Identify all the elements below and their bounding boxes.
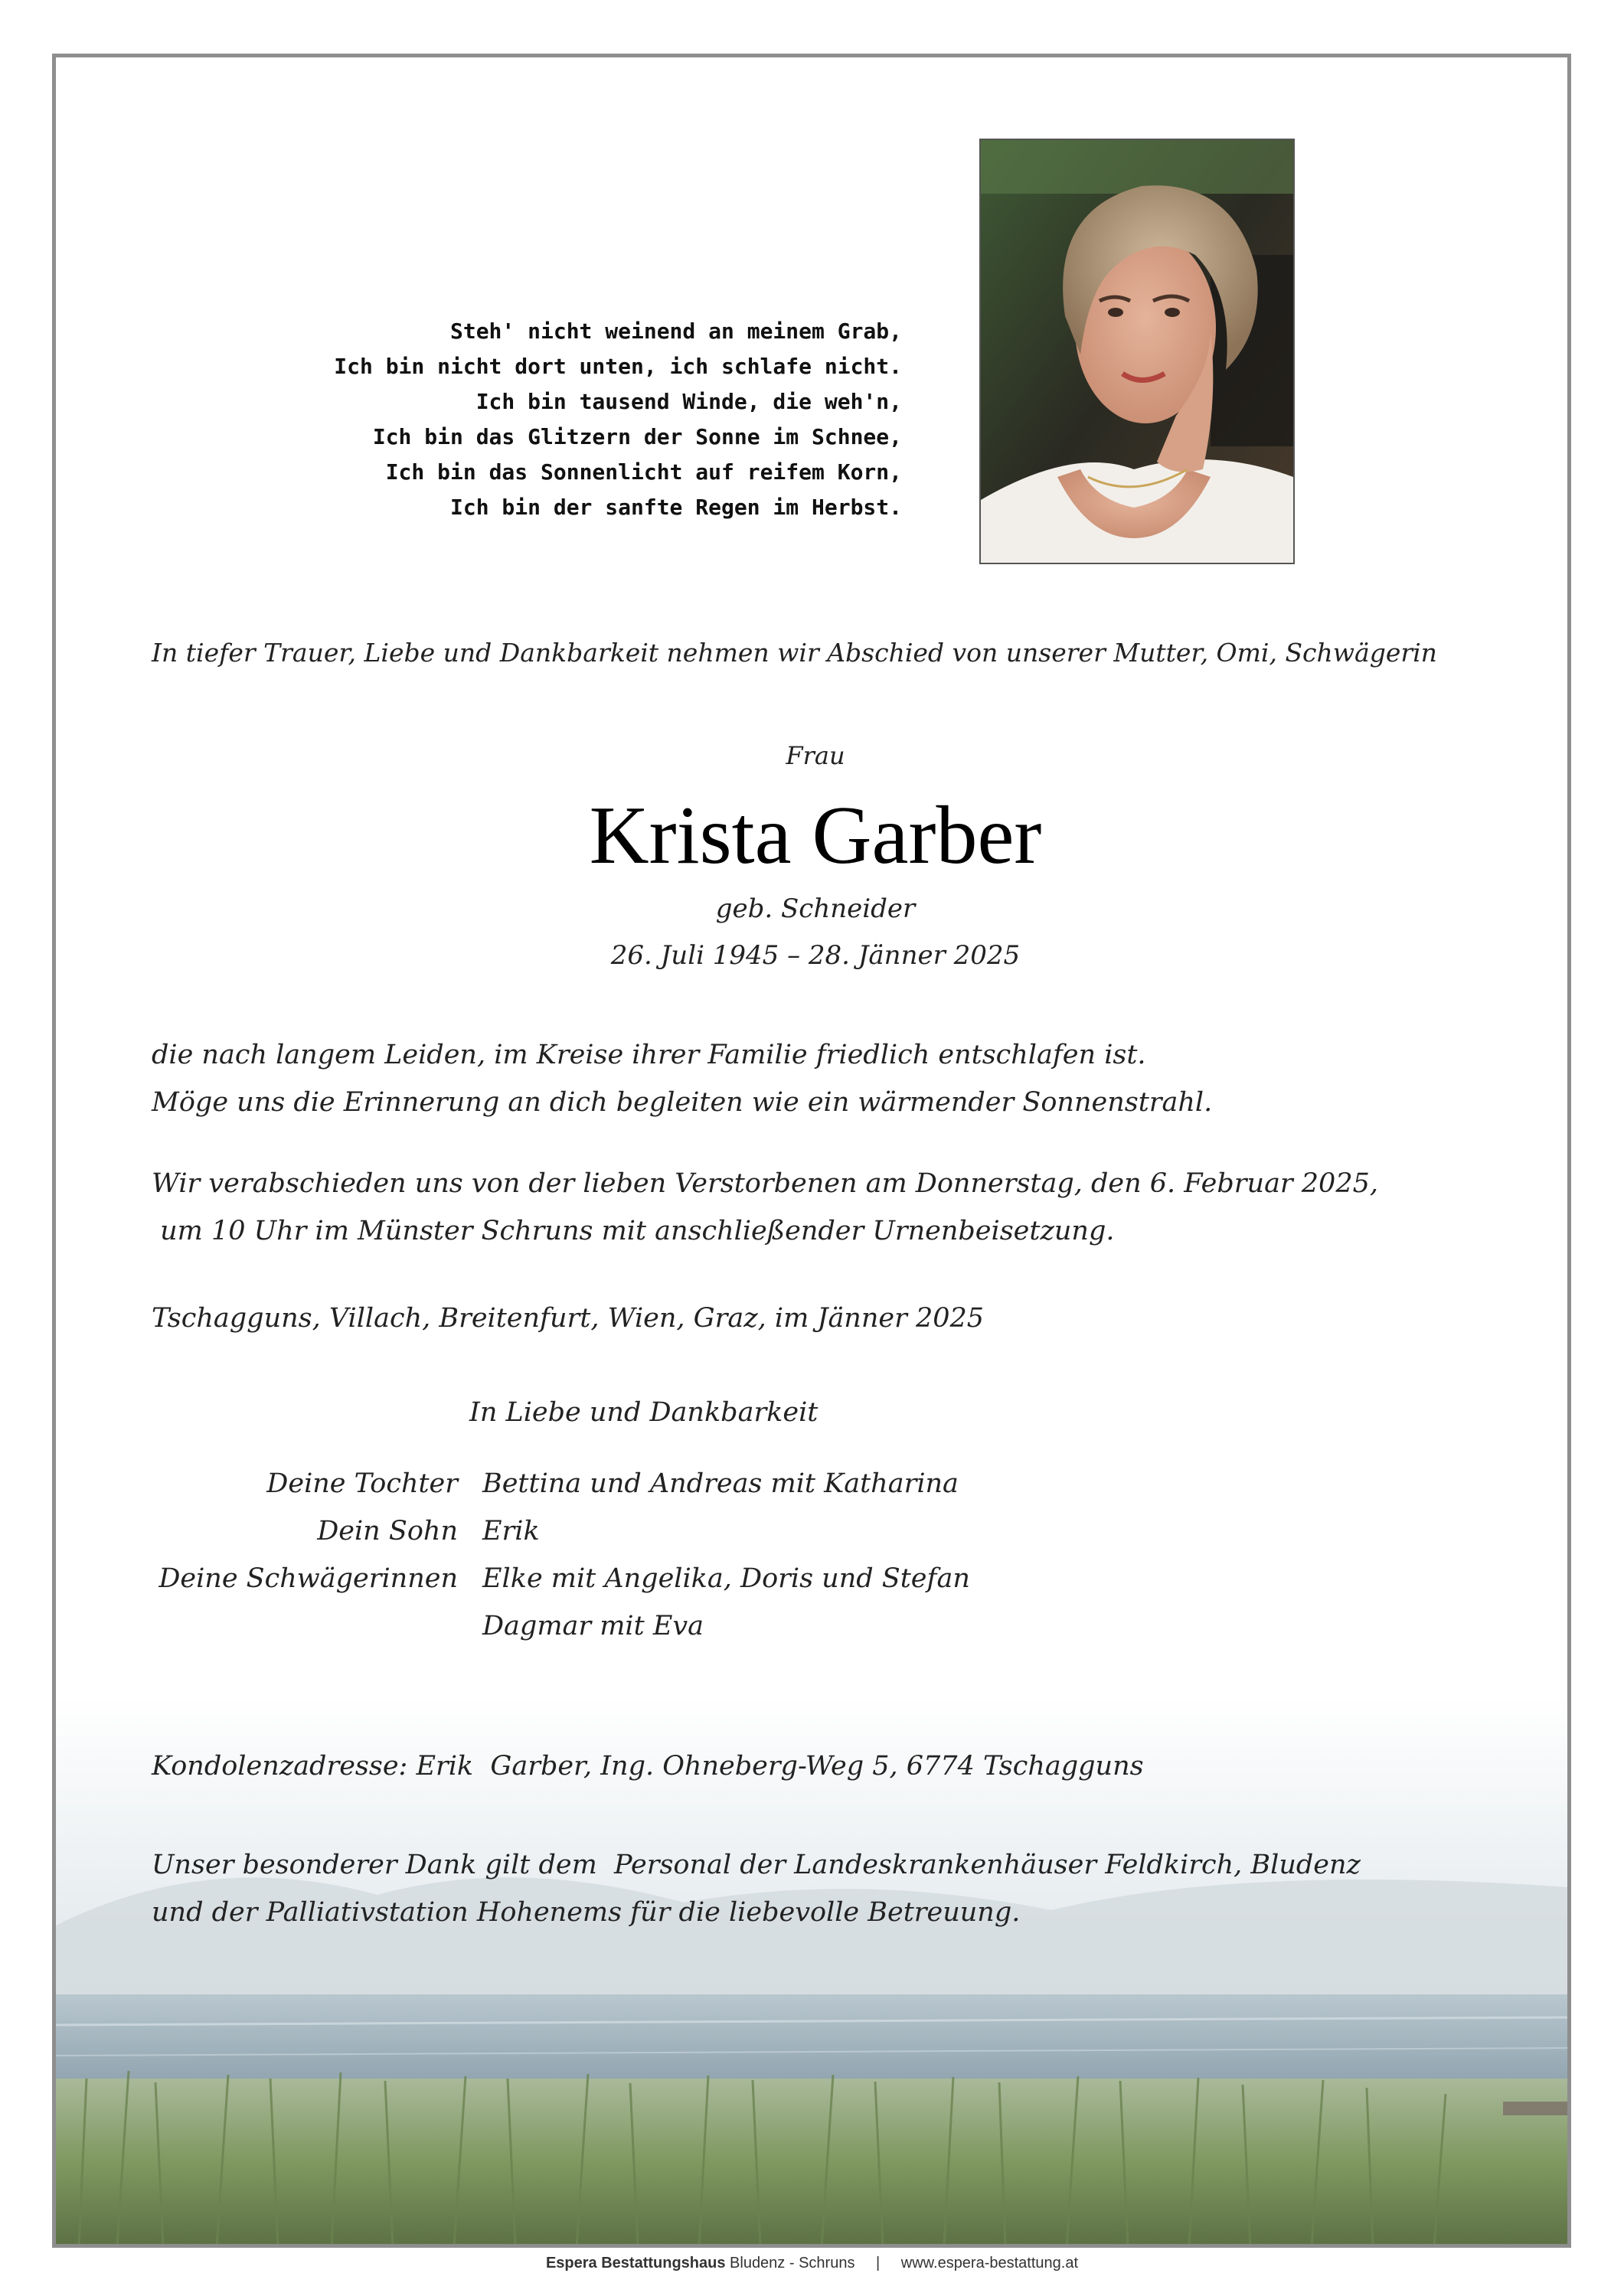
passing-paragraph [152, 1031, 1212, 1126]
paragraph-line: Möge uns die Erinnerung an dich begleiten wie ein wärmender Sonnenstrahl. [152, 1087, 1213, 1118]
poem [247, 314, 902, 525]
portrait-photo [979, 139, 1295, 564]
footer-brand: Espera Bestattungshaus [545, 2255, 726, 2272]
footer-locations: Bludenz - Schruns [730, 2255, 855, 2272]
places-date: Tschagguns, Villach, Breitenfurt, Wien, Graz, im Jänner 2025 [152, 1303, 985, 1334]
paragraph-line: und der Palliativstation Hohenems für die liebevolle Betreuung. [152, 1897, 1021, 1928]
family-list [152, 1460, 970, 1650]
poem-line: Ich bin nicht dort unten, ich schlafe nicht. [334, 354, 902, 379]
love-line: In Liebe und Dankbarkeit [469, 1397, 819, 1428]
birth-name: geb. Schneider [715, 893, 916, 924]
life-dates: 26. Juli 1945 – 28. Jänner 2025 [610, 940, 1021, 971]
family-relation: Deine Tochter [266, 1468, 458, 1499]
salutation: Frau [786, 741, 845, 770]
family-relation [152, 1602, 458, 1650]
family-row [152, 1555, 970, 1602]
footer-website[interactable]: www.espera-bestattung.at [900, 2255, 1079, 2272]
family-row [152, 1507, 970, 1555]
footer-separator: | [876, 2255, 881, 2272]
paragraph-line: Unser besonderer Dank gilt dem Personal der Landeskrankenhäuser Feldkirch, Bludenz [152, 1850, 1361, 1880]
family-names: Bettina und Andreas mit Katharina [482, 1468, 959, 1499]
paragraph-line: die nach langem Leiden, im Kreise ihrer Familie friedlich entschlafen ist. [152, 1040, 1146, 1070]
poem-line: Ich bin der sanfte Regen im Herbst. [449, 495, 902, 520]
thanks-paragraph [152, 1841, 1361, 1936]
footer [0, 2255, 1624, 2272]
paragraph-line: um 10 Uhr im Münster Schruns mit anschließender Urnenbeisetzung. [152, 1216, 1115, 1246]
intro-text: In tiefer Trauer, Liebe und Dankbarkeit nehmen wir Abschied von unserer Mutter, Omi, Schwägerin [152, 638, 1437, 668]
condolence-address: Kondolenzadresse: Erik Garber, Ing. Ohneberg-Weg 5, 6774 Tschagguns [152, 1751, 1144, 1782]
family-row [152, 1602, 970, 1650]
family-names: Erik [482, 1516, 540, 1546]
paragraph-line: Wir verabschieden uns von der lieben Verstorbenen am Donnerstag, den 6. Februar 2025, [152, 1168, 1378, 1199]
portrait-image [981, 140, 1293, 563]
family-row [152, 1460, 970, 1507]
poem-line: Ich bin das Sonnenlicht auf reifem Korn, [385, 459, 902, 485]
family-names: Elke mit Angelika, Doris und Stefan [482, 1563, 970, 1594]
poem-line: Ich bin das Glitzern der Sonne im Schnee, [372, 424, 902, 449]
family-names: Dagmar mit Eva [482, 1611, 704, 1641]
family-relation: Dein Sohn [317, 1516, 458, 1546]
obituary-card [52, 54, 1571, 2248]
poem-line: Steh' nicht weinend an meinem Grab, [449, 318, 902, 344]
family-relation: Deine Schwägerinnen [158, 1563, 458, 1594]
funeral-paragraph [152, 1160, 1378, 1255]
poem-line: Ich bin tausend Winde, die weh'n, [475, 389, 902, 414]
deceased-name: Krista Garber [589, 790, 1042, 881]
